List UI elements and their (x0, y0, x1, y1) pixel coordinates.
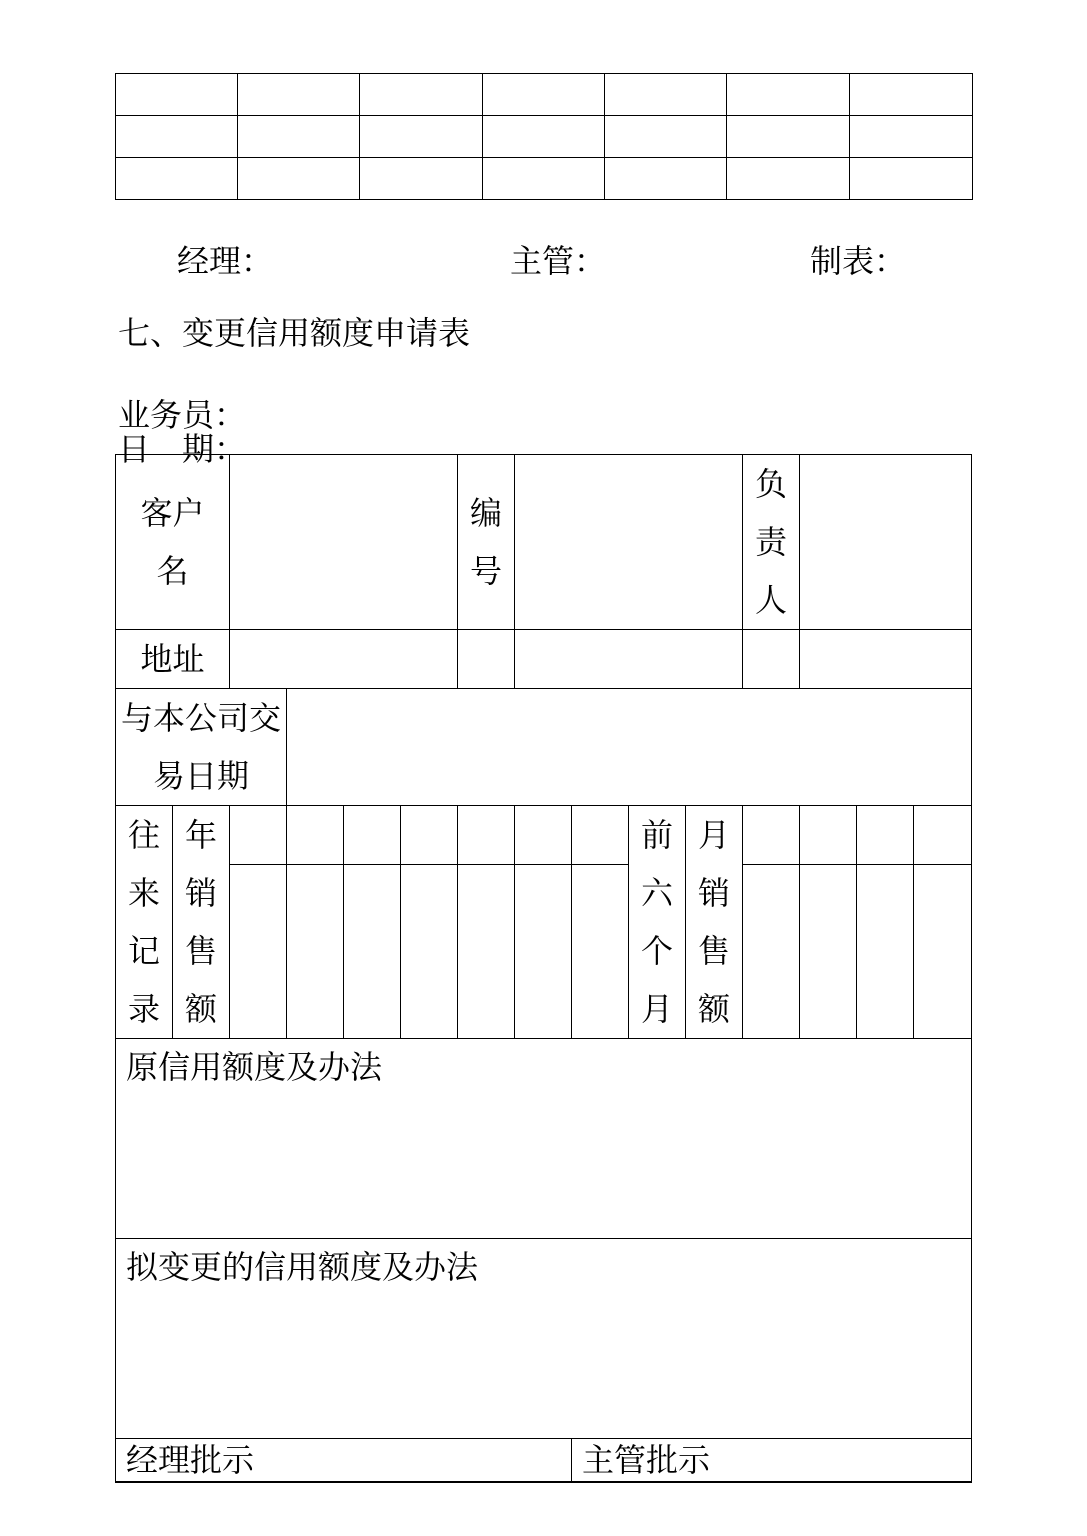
table-row (116, 1039, 972, 1239)
manager-approval-label: 经理批示 (116, 1439, 572, 1482)
prev-six-months-label: 前 六 个 月 (629, 806, 686, 1039)
annual-sales-label: 年 销 售 额 (173, 806, 230, 1039)
table-row (116, 864, 972, 1039)
manager-signature-label: 经理： (177, 242, 274, 280)
customer-name-value (230, 455, 458, 630)
number-label: 编 号 (458, 455, 515, 630)
trade-date-label: 与本公司交 易日期 (116, 689, 287, 806)
proposed-credit-label: 拟变更的信用额度及办法 (116, 1239, 972, 1439)
table-row (116, 689, 972, 806)
date-label: 日 期： (118, 430, 247, 468)
table-row (116, 630, 972, 689)
monthly-sales-label: 月 销 售 额 (686, 806, 743, 1039)
table-row (116, 806, 972, 865)
salesperson-label: 业务员： (118, 396, 247, 434)
table-row (116, 455, 972, 630)
supervisor-approval-label: 主管批示 (572, 1439, 972, 1482)
credit-change-form (115, 454, 972, 1483)
person-in-charge-value (800, 455, 972, 630)
table-row (116, 74, 973, 116)
table-row (116, 116, 973, 158)
previous-table (115, 73, 973, 200)
customer-name-label: 客户 名 (116, 455, 230, 630)
supervisor-signature-label: 主管： (510, 242, 607, 280)
history-label: 往 来 记 录 (116, 806, 173, 1039)
number-value (515, 455, 743, 630)
section-title: 七、变更信用额度申请表 (118, 314, 471, 352)
address-label: 地址 (116, 630, 230, 689)
trade-date-value (287, 689, 972, 806)
address-value (230, 630, 458, 689)
original-credit-label: 原信用额度及办法 (116, 1039, 972, 1239)
table-row (116, 158, 973, 200)
person-in-charge-label: 负责 人 (743, 455, 800, 630)
preparer-signature-label: 制表： (810, 242, 907, 280)
table-row (116, 1239, 972, 1439)
table-row (116, 1439, 972, 1482)
